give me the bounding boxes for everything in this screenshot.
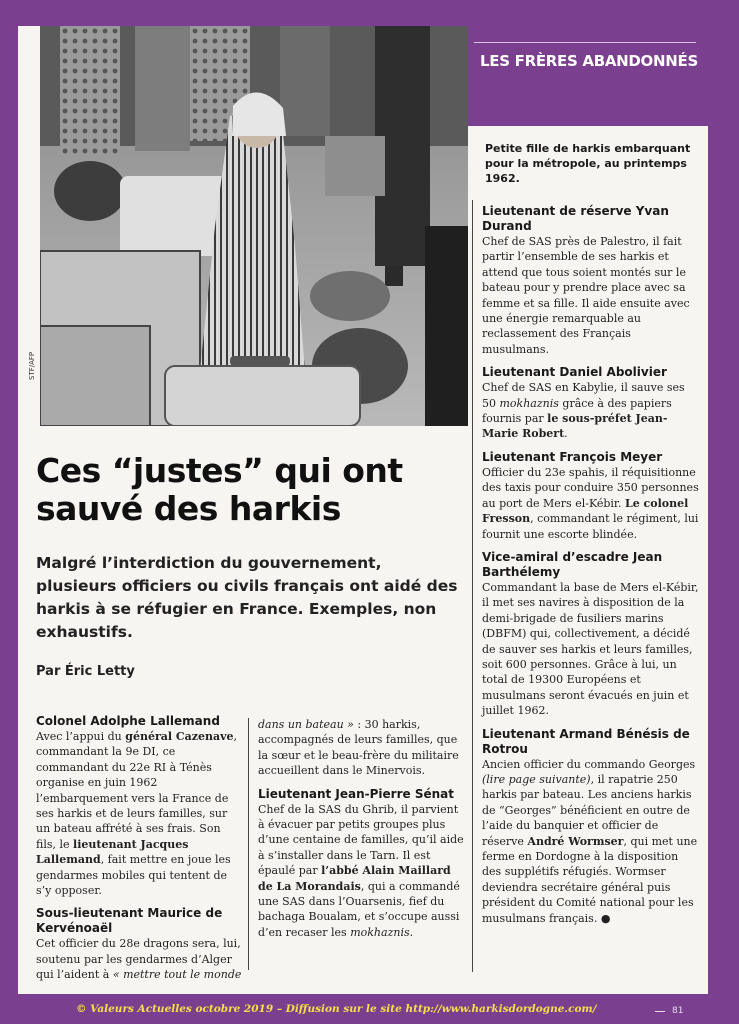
article-standfirst: Malgré l’interdiction du gouvernement, plusieurs officiers ou civils français ont aidé des harkis à se réfugier en France. Exemples, non exhaustifs. bbox=[36, 554, 458, 641]
article-photo bbox=[40, 26, 468, 426]
photo-illustration bbox=[40, 26, 468, 426]
entry-text: Ancien officier du commando Georges (lire page suivante), il rapatrie 250 harkis par bateau. Les anciens harkis de “Georges” bénéficient en outre de l’aide du banquier et officier de réserve André Wormser, qui met une ferme en Dordogne à la disposition des supplétifs réfugiés. Wormser deviendra secrétaire général puis président du Comité national pour les musulmans français. ● bbox=[482, 757, 698, 925]
entry-text: Chef de SAS près de Palestro, il fait partir l’ensemble de ses harkis et attend que tous soient montés sur le bateau pour y prendre place avec sa femme et sa fille. Il aide ensuite avec une énergie remarquable au reclassement des Français musulmans. bbox=[482, 235, 690, 356]
entry-text: Cet officier du 28e dragons sera, lui, soutenu par les gendarmes d’Alger qui l’aident à « mettre tout le monde bbox=[36, 937, 242, 982]
section-label: LES FRÈRES ABANDONNÉS bbox=[480, 52, 698, 70]
entry-name: Vice-amiral d’escadre Jean Barthélemy bbox=[482, 549, 663, 579]
entry-text: Officier du 23e spahis, il réquisitionne des taxis pour conduire 350 personnes au port de Mers el-Kébir. Le colonel Fresson, commandant le régiment, lui fournit une escorte blindée. bbox=[482, 465, 699, 541]
page-number: 81 bbox=[672, 1006, 684, 1016]
article-headline: Ces “justes” qui ont sauvé des harkis bbox=[36, 451, 403, 528]
entry-senat bbox=[258, 787, 464, 941]
photo-credit: STF/AFP bbox=[28, 351, 36, 380]
entry-text: Chef de la SAS du Ghrib, il parvient à évacuer par petits groupes plus d’une centaine de familles, qu’il aide à s’installer dans le Tarn. Il est épaulé par l’abbé Alain Maillard de La Morandais, qui a commandé une SAS dans l’Ouarsenis, fief du bachaga Boualam, et s’occupe aussi d’en recaser les mokhaznis. bbox=[258, 802, 464, 939]
column-left bbox=[36, 714, 244, 991]
photo-caption: Petite fille de harkis embarquant pour la métropole, au printemps 1962. bbox=[485, 142, 691, 185]
entry-name: Colonel Adolphe Lallemand bbox=[36, 714, 220, 728]
entry-kervenoael bbox=[36, 906, 244, 982]
entry-meyer bbox=[482, 450, 700, 542]
column-middle bbox=[258, 717, 464, 948]
entry-name: Lieutenant Daniel Abolivier bbox=[482, 365, 667, 380]
article-byline: Par Éric Letty bbox=[36, 664, 135, 679]
entry-barthelemy bbox=[482, 550, 700, 719]
entry-text: Commandant la base de Mers el-Kébir, il met ses navires à disposition de la demi-brigade de fusiliers marins (DBFM) qui, collectivement, a décidé de sauver ses harkis et leurs familles, soit 600 personnes. Grâce à lui, un total de 19300 Européens et musulmans seront évacués en juin et juillet 1962. bbox=[482, 580, 699, 718]
column-right bbox=[482, 204, 700, 934]
entry-durand bbox=[482, 204, 700, 357]
entry-abolivier bbox=[482, 365, 700, 442]
footer-credit: © Valeurs Actuelles octobre 2019 – Diffusion sur le site http://www.harkisdordogne.com/ bbox=[76, 1003, 597, 1015]
entry-name: Lieutenant Jean-Pierre Sénat bbox=[258, 786, 454, 801]
column-divider bbox=[472, 200, 473, 972]
section-banner bbox=[468, 26, 708, 126]
entry-text: Chef de SAS en Kabylie, il sauve ses 50 mokhaznis grâce à des papiers fournis par le sous-préfet Jean-Marie Robert. bbox=[482, 381, 685, 441]
entry-lallemand bbox=[36, 714, 244, 898]
entry-text: Avec l’appui du général Cazenave, commandant la 9e DI, ce commandant du 22e RI à Ténès organise en juin 1962 l’embarquement vers la France de ses harkis et de leurs familles, sur un bateau affrété à ses frais. Son fils, le lieutenant Jacques Lallemand, fait mettre en joue les gendarmes mobiles qui tentent de s’y opposer. bbox=[36, 730, 238, 898]
entry-name: Sous-lieutenant Maurice de Kervénoaël bbox=[36, 906, 223, 936]
entry-text: dans un bateau » : 30 harkis, accompagnés de leurs familles, que la sœur et le beau-frère du militaire accueillent dans le Minervois. bbox=[258, 718, 459, 778]
top-band bbox=[0, 0, 739, 26]
entry-name: Lieutenant François Meyer bbox=[482, 449, 663, 464]
entry-rotrou bbox=[482, 727, 700, 926]
section-rule bbox=[474, 42, 696, 43]
entry-name: Lieutenant Armand Bénésis de Rotrou bbox=[482, 726, 690, 756]
column-divider bbox=[248, 718, 249, 970]
entry-continued bbox=[258, 717, 464, 779]
footer-dash bbox=[655, 1011, 665, 1012]
entry-name: Lieutenant de réserve Yvan Durand bbox=[482, 204, 669, 233]
